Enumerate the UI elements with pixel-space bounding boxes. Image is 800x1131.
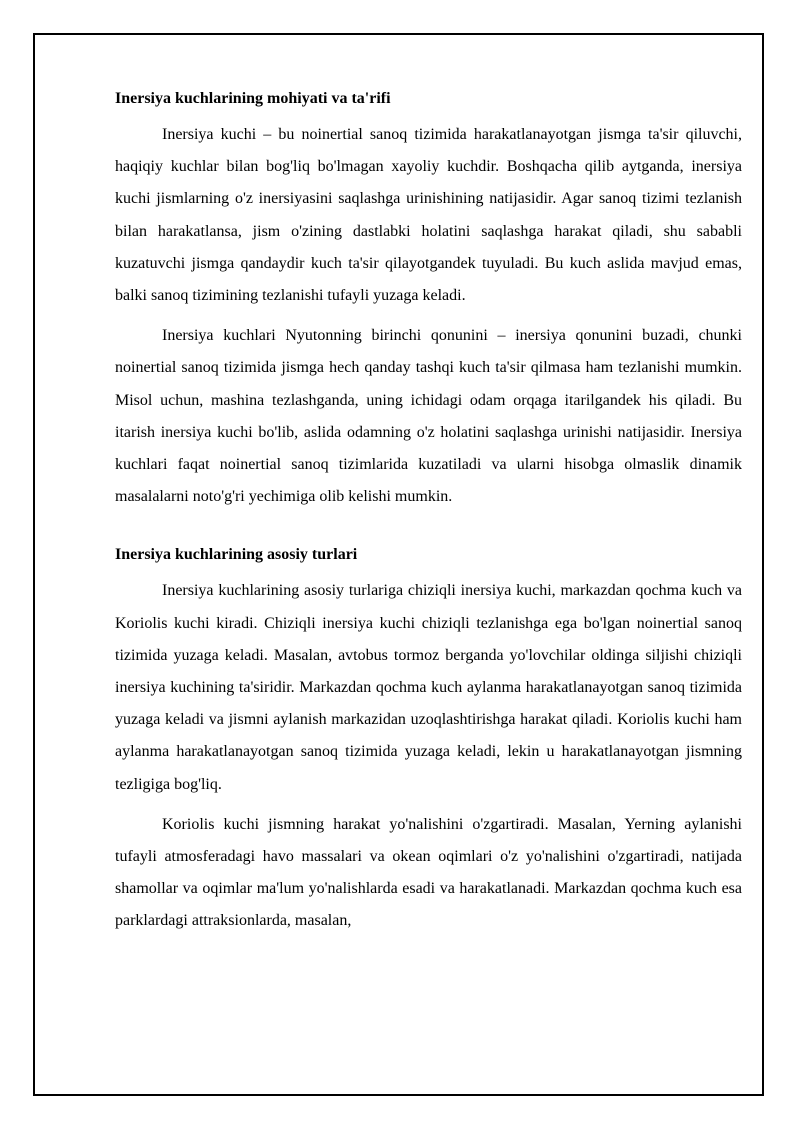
document-body	[115, 83, 742, 938]
paragraph-newton-law: Inersiya kuchlari Nyutonning birinchi qonunini – inersiya qonunini buzadi, chunki noinertial sanoq tizimida jismga hech qanday tashqi kuch ta'sir qilmasa ham tezlanishi mumkin. Misol uchun, mashina tezlashganda, uning ichidagi odam orqaga itarilgandek his qiladi. Bu itarish inersiya kuchi bo'lib, aslida odamning o'z holatini saqlashga urinishi natijasidir. Inersiya kuchlari faqat noinertial sanoq tizimlarida kuzatiladi va ularni hisobga olmaslik dinamik masalalarni noto'g'ri yechimiga olib kelishi mumkin.	[115, 327, 742, 506]
paragraph-types: Inersiya kuchlarining asosiy turlariga chiziqli inersiya kuchi, markazdan qochma kuch va Koriolis kuchi kiradi. Chiziqli inersiya kuchi chiziqli tezlanishga ega bo'lgan noinertial sanoq tizimida yuzaga keladi. Masalan, avtobus tormoz berganda yo'lovchilar oldinga siljishi chiziqli inersiya kuchining ta'siridir. Markazdan qochma kuch aylanma harakatlanayotgan sanoq tizimida yuzaga keladi va jismni aylanish markazidan uzoqlashtirishga harakat qiladi. Koriolis kuchi ham aylanma harakatlanayotgan sanoq tizimida yuzaga keladi, lekin u harakatlanayotgan jismning tezligiga bog'liq.	[115, 582, 742, 793]
section-heading-types: Inersiya kuchlarining asosiy turlari	[115, 546, 358, 564]
paragraph-coriolis: Koriolis kuchi jismning harakat yo'nalishini o'zgartiradi. Masalan, Yerning aylanishi tufayli atmosferadagi havo massalari va okean oqimlari o'z yo'nalishini o'zgartiradi, natijada shamollar va oqimlar ma'lum yo'nalishlarda esadi va harakatlanadi. Markazdan qochma kuch esa parklardagi attraksionlarda, masalan,	[115, 815, 742, 930]
paragraph-definition: Inersiya kuchi – bu noinertial sanoq tizimida harakatlanayotgan jismga ta'sir qiluvchi, haqiqiy kuchlar bilan bog'liq bo'lmagan xayoliy kuchdir. Boshqacha qilib aytganda, inersiya kuchi jismlarning o'z inersiyasini saqlashga urinishining natijasidir. Agar sanoq tizimi tezlanish bilan harakatlansa, jism o'zining dastlabki holatini saqlashga harakat qiladi, shu sababli kuzatuvchi jismga qandaydir kuch ta'sir qilayotgandek tuyuladi. Bu kuch aslida mavjud emas, balki sanoq tizimining tezlanishi tufayli yuzaga keladi.	[115, 126, 742, 305]
section-heading-essence: Inersiya kuchlarining mohiyati va ta'rifi	[115, 90, 391, 107]
